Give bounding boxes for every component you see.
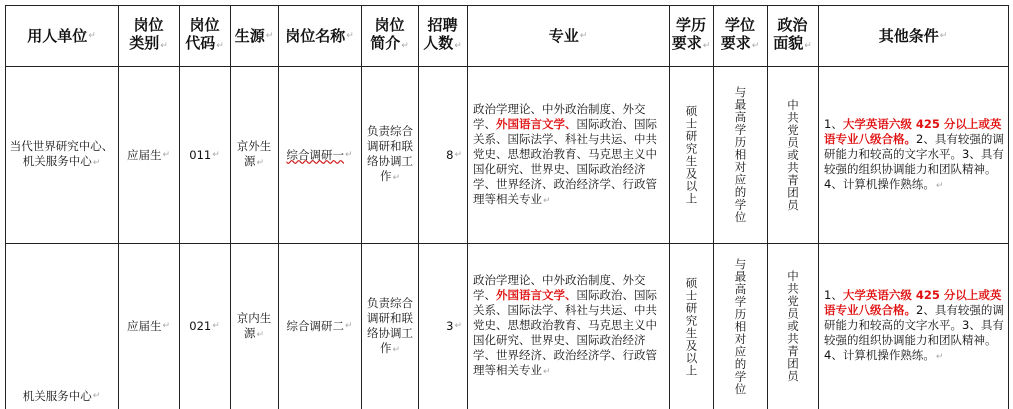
row1-source: 京外生源↵ xyxy=(236,139,272,168)
header-post-type: 岗位 类别↵ xyxy=(129,16,168,52)
row2-source: 京内生源↵ xyxy=(236,310,272,340)
row1-unit: 当代世界研究中心、机关服务中心↵ xyxy=(9,139,114,168)
header-source: 生源 ↵ xyxy=(234,26,274,45)
row2-education: 硕士研究生及以上 xyxy=(684,276,699,377)
header-other: 其他条件 ↵ xyxy=(878,26,948,45)
row1-other: 1、大学英语六级 425 分以上或英语专业八级合格。2、具有较强的调研能力和较高的文字水平。3、具有较强的组织协调能力和团队精神。4、计算机操作熟练。↵ xyxy=(824,116,1004,191)
header-politics: 政治 面貌↵ xyxy=(773,16,812,52)
col-line xyxy=(1008,5,1009,409)
row1-major: 政治学理论、中外政治制度、外交学、外国语言文学、国际政治、国际关系、国际法学、科社与共运、中共党史、思想政治教育、马克思主义中国化研究、世界史、国际政治经济学、世界经济、政治经济学、行政管理等相关专业↵ xyxy=(473,101,657,206)
header-unit: 用人单位 ↵ xyxy=(27,26,96,45)
row1-post-type: 应届生 ↵ xyxy=(126,147,171,162)
header-post-name: 岗位名称 ↵ xyxy=(285,26,354,45)
row1-degree: 与最高学历相对应的学位 xyxy=(733,86,748,224)
row2-other: 1、大学英语六级 425 分以上或英语专业八级合格。2、具有较强的调研能力和较高的文字水平。3、具有较强的组织协调能力和团队精神。4、计算机操作熟练。↵ xyxy=(824,288,1004,362)
row2-major: 政治学理论、中外政治制度、外交学、外国语言文学、国际政治、国际关系、国际法学、科社与共运、中共党史、思想政治教育、马克思主义中国化研究、世界史、国际政治经济学、世界经济、政治经济学、行政管理等相关专业↵ xyxy=(473,273,657,377)
header-post-intro: 岗位 简介↵ xyxy=(370,16,409,52)
row2-hire-count: 3 ↵ xyxy=(446,319,462,333)
row2-post-intro: 负责综合调研和联络协调工作↵ xyxy=(367,295,413,355)
row1-post-code: 011 ↵ xyxy=(189,147,220,162)
row1-education: 硕士研究生及以上 xyxy=(684,105,699,205)
header-degree: 学位 要求↵ xyxy=(720,16,760,52)
row2-politics: 中共党员或共青团员 xyxy=(786,270,800,383)
row2-degree: 与最高学历相对应的学位 xyxy=(733,257,748,396)
header-hire-count: 招聘 人数↵ xyxy=(423,16,462,52)
header-post-code: 岗位 代码↵ xyxy=(185,16,224,52)
row2-unit: 机关服务中心 ↵ xyxy=(22,388,101,403)
recruitment-table xyxy=(5,5,1009,409)
header-education: 学历 要求↵ xyxy=(671,16,711,52)
row2-post-type: 应届生 ↵ xyxy=(126,319,171,333)
header-major: 专业 ↵ xyxy=(548,26,588,45)
row2-post-name: 综合调研二 ↵ xyxy=(286,319,353,333)
row1-post-name: 综合调研一 ↵ xyxy=(286,147,353,162)
row2-post-code: 021 ↵ xyxy=(189,319,220,333)
row1-politics: 中共党员或共青团员 xyxy=(786,98,800,212)
row1-hire-count: 8 ↵ xyxy=(446,147,462,162)
row1-post-intro: 负责综合调研和联络协调工作↵ xyxy=(367,124,413,183)
